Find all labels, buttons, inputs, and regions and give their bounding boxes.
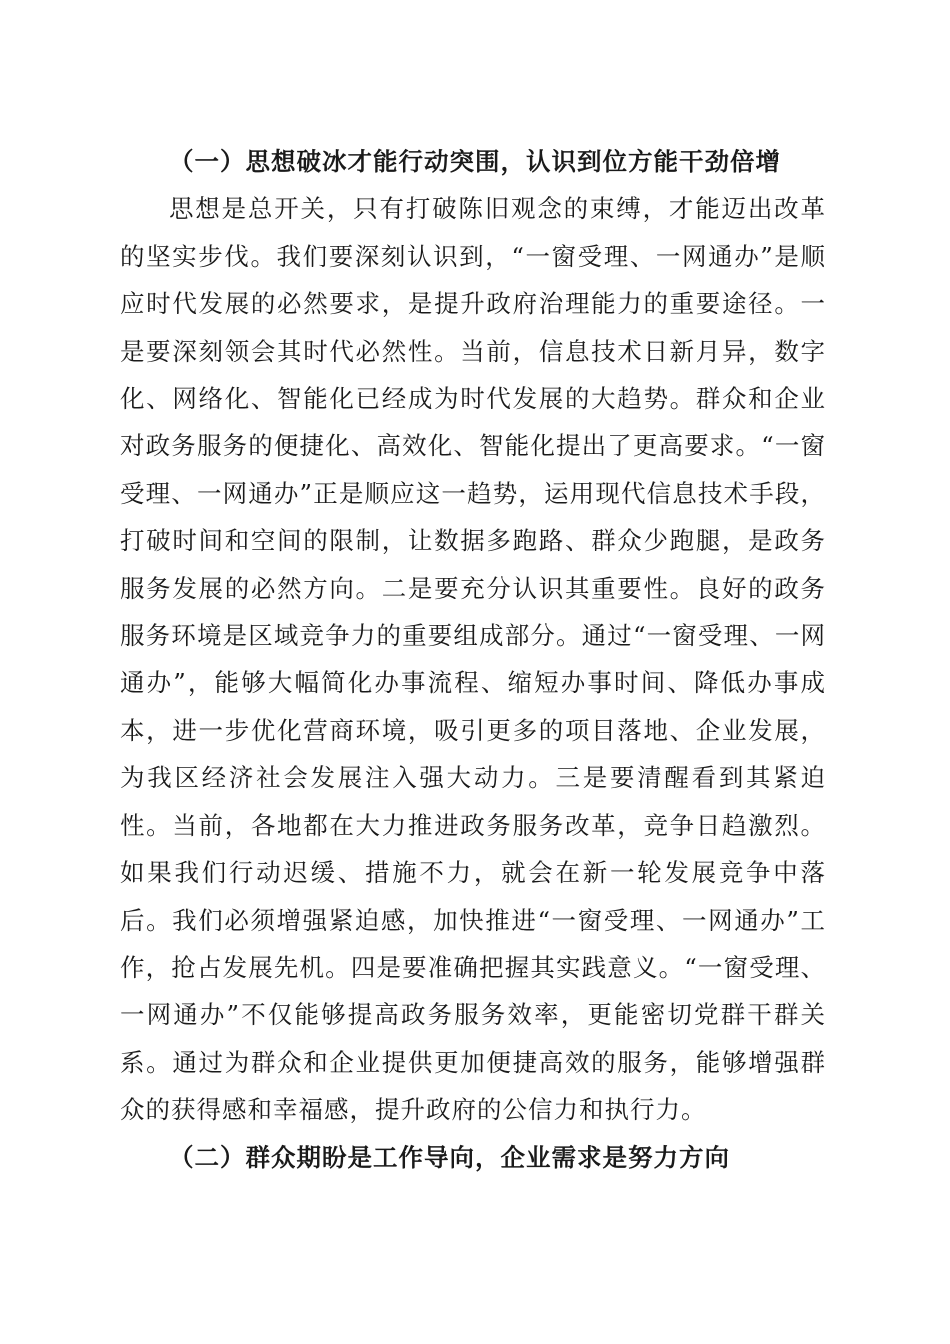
body-paragraph-1: 思想是总开关，只有打破陈旧观念的束缚，才能迈出改革的坚实步伐。我们要深刻认识到，“一窗受理、一网通办”是顺应时代发展的必然要求，是提升政府治理能力的重要途径。一是要深刻领会其时代必然性。当前，信息技术日新月异，数字化、网络化、智能化已经成为时代发展的大趋势。群众和企业对政务服务的便捷化、高效化、智能化提出了更高要求。“一窗受理、一网通办”正是顺应这一趋势，运用现代信息技术手段，打破时间和空间的限制，让数据多跑路、群众少跑腿，是政务服务发展的必然方向。二是要充分认识其重要性。良好的政务服务环境是区域竞争力的重要组成部分。通过“一窗受理、一网通办”，能够大幅简化办事流程、缩短办事时间、降低办事成本，进一步优化营商环境，吸引更多的项目落地、企业发展，为我区经济社会发展注入强大动力。三是要清醒看到其紧迫性。当前，各地都在大力推进政务服务改革，竞争日趋激烈。如果我们行动迟缓、措施不力，就会在新一轮发展竞争中落后。我们必须增强紧迫感，加快推进“一窗受理、一网通办”工作，抢占发展先机。四是要准确把握其实践意义。“一窗受理、一网通办”不仅能够提高政务服务效率，更能密切党群干群关系。通过为群众和企业提供更加便捷高效的服务，能够增强群众的获得感和幸福感，提升政府的公信力和执行力。 (120, 194, 826, 1125)
section-heading-2: （二）群众期盼是工作导向，企业需求是努力方向 (169, 1142, 730, 1172)
section-heading-1: （一）思想破冰才能行动突围，认识到位方能干劲倍增 (169, 147, 781, 176)
document-body (120, 138, 826, 1181)
